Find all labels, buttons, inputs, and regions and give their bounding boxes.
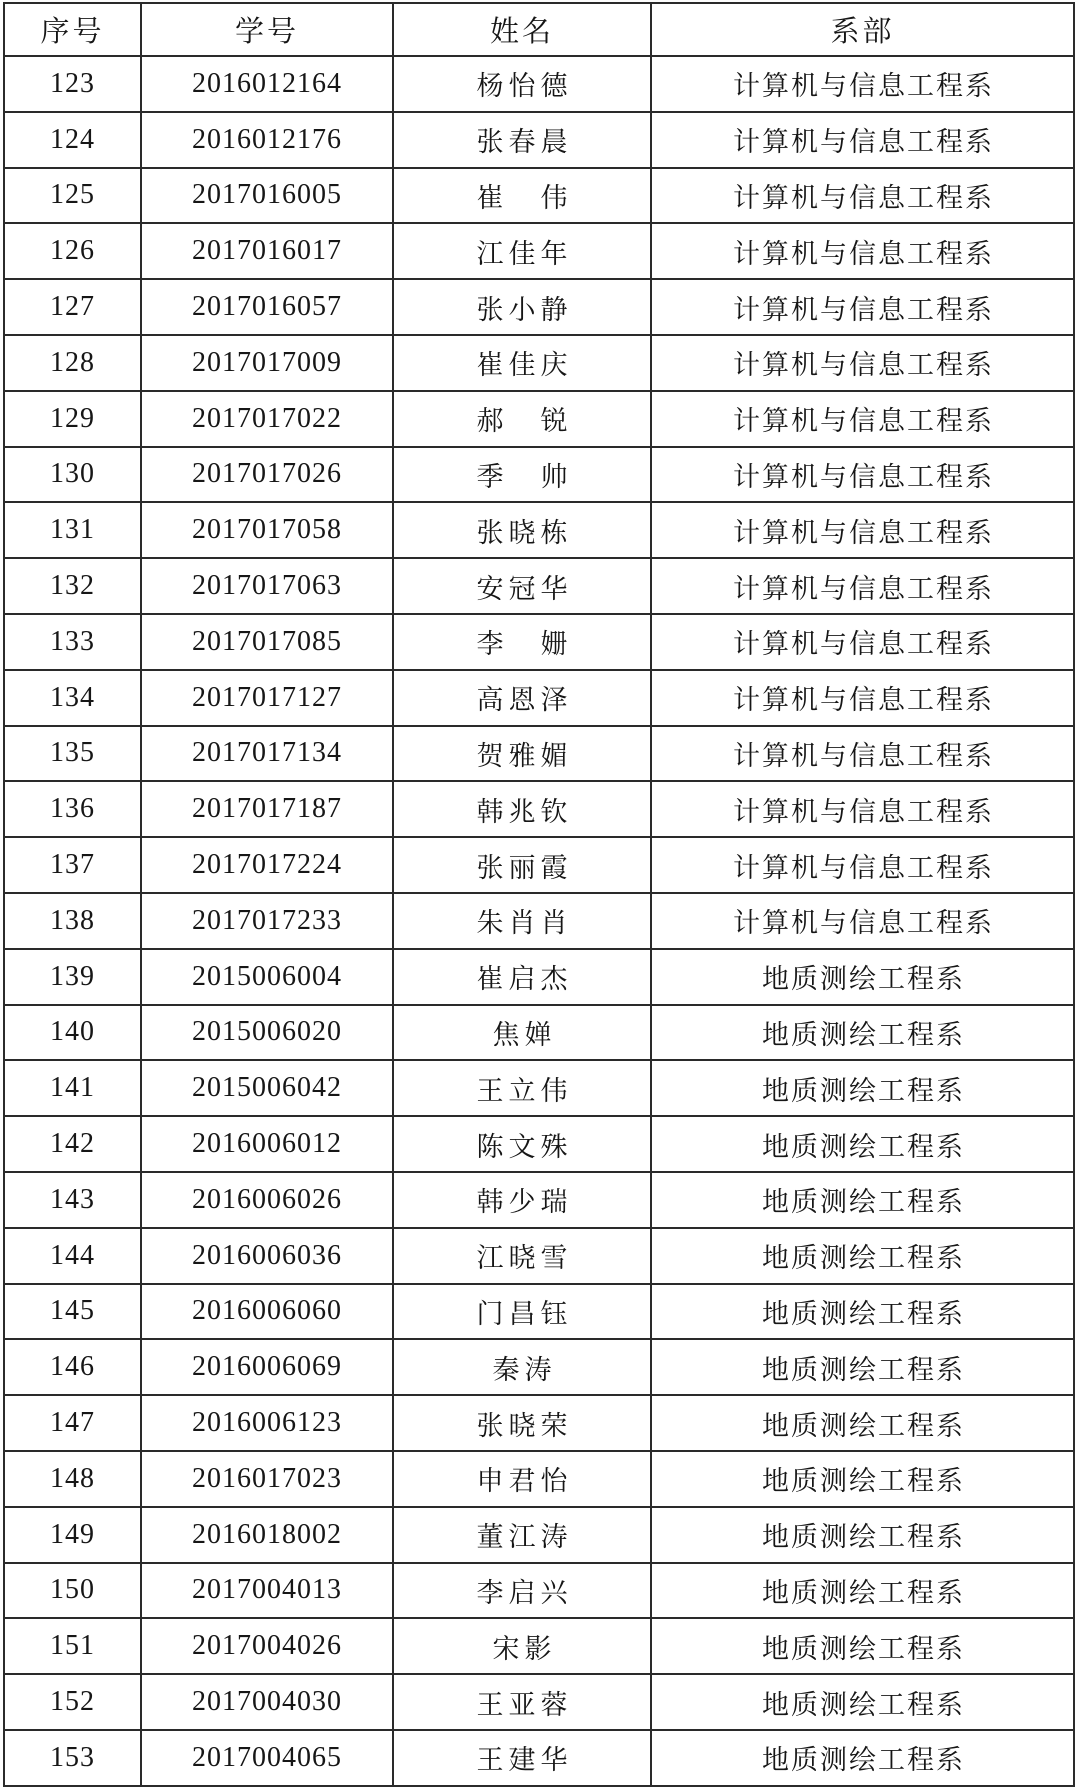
serial-cell: 128 [4,335,141,391]
table-row [4,1451,1074,1507]
serial-cell: 144 [4,1228,141,1284]
student-id-cell: 2017017063 [141,558,393,614]
serial-cell: 138 [4,893,141,949]
serial-cell: 143 [4,1172,141,1228]
serial-cell: 146 [4,1339,141,1395]
department-cell: 计算机与信息工程系 [651,279,1074,335]
name-cell: 季 帅 [393,447,651,503]
name-cell: 王亚蓉 [393,1674,651,1730]
name-cell: 申君怡 [393,1451,651,1507]
student-id-cell: 2017016005 [141,168,393,224]
student-id-cell: 2015006042 [141,1060,393,1116]
table-row [4,279,1074,335]
student-roster-table [3,2,1075,1787]
student-id-cell: 2017017224 [141,837,393,893]
department-cell: 地质测绘工程系 [651,1005,1074,1061]
name-cell: 崔启杰 [393,949,651,1005]
name-cell: 张晓荣 [393,1395,651,1451]
department-cell: 地质测绘工程系 [651,1284,1074,1340]
column-header-serial: 序号 [4,3,141,56]
table-body [4,56,1074,1786]
department-cell: 计算机与信息工程系 [651,893,1074,949]
table-row [4,837,1074,893]
table-row [4,112,1074,168]
table-row [4,1228,1074,1284]
department-cell: 地质测绘工程系 [651,1172,1074,1228]
name-cell: 张春晨 [393,112,651,168]
serial-cell: 126 [4,223,141,279]
student-id-cell: 2017004026 [141,1618,393,1674]
table-row [4,1060,1074,1116]
student-id-cell: 2017004030 [141,1674,393,1730]
name-cell: 郝 锐 [393,391,651,447]
name-cell: 秦涛 [393,1339,651,1395]
table-row [4,1395,1074,1451]
column-header-name: 姓名 [393,3,651,56]
name-cell: 贺雅媚 [393,726,651,782]
student-id-cell: 2016006036 [141,1228,393,1284]
serial-cell: 152 [4,1674,141,1730]
name-cell: 张晓栋 [393,502,651,558]
department-cell: 地质测绘工程系 [651,1339,1074,1395]
serial-cell: 141 [4,1060,141,1116]
name-cell: 宋影 [393,1618,651,1674]
department-cell: 计算机与信息工程系 [651,56,1074,112]
student-id-cell: 2017017009 [141,335,393,391]
name-cell: 朱肖肖 [393,893,651,949]
serial-cell: 151 [4,1618,141,1674]
table-row [4,1730,1074,1786]
name-cell: 崔佳庆 [393,335,651,391]
student-id-cell: 2016006123 [141,1395,393,1451]
department-cell: 地质测绘工程系 [651,1451,1074,1507]
department-cell: 计算机与信息工程系 [651,614,1074,670]
department-cell: 地质测绘工程系 [651,1730,1074,1786]
name-cell: 安冠华 [393,558,651,614]
table-row [4,1674,1074,1730]
serial-cell: 123 [4,56,141,112]
name-cell: 韩少瑞 [393,1172,651,1228]
table-row [4,1284,1074,1340]
name-cell: 焦婵 [393,1005,651,1061]
student-id-cell: 2016006069 [141,1339,393,1395]
serial-cell: 134 [4,670,141,726]
name-cell: 李 姗 [393,614,651,670]
serial-cell: 149 [4,1507,141,1563]
student-id-cell: 2017017058 [141,502,393,558]
name-cell: 江晓雪 [393,1228,651,1284]
department-cell: 计算机与信息工程系 [651,502,1074,558]
name-cell: 张小静 [393,279,651,335]
department-cell: 计算机与信息工程系 [651,168,1074,224]
table-row [4,1507,1074,1563]
department-cell: 地质测绘工程系 [651,1395,1074,1451]
department-cell: 计算机与信息工程系 [651,837,1074,893]
table-row [4,447,1074,503]
table-row [4,168,1074,224]
serial-cell: 135 [4,726,141,782]
name-cell: 张丽霞 [393,837,651,893]
student-id-cell: 2015006020 [141,1005,393,1061]
student-id-cell: 2017016017 [141,223,393,279]
student-id-cell: 2016012176 [141,112,393,168]
student-id-cell: 2017004013 [141,1563,393,1619]
name-cell: 杨怡德 [393,56,651,112]
student-id-cell: 2017017127 [141,670,393,726]
serial-cell: 133 [4,614,141,670]
serial-cell: 125 [4,168,141,224]
name-cell: 高恩泽 [393,670,651,726]
serial-cell: 131 [4,502,141,558]
department-cell: 计算机与信息工程系 [651,670,1074,726]
department-cell: 地质测绘工程系 [651,1228,1074,1284]
serial-cell: 153 [4,1730,141,1786]
student-id-cell: 2017017026 [141,447,393,503]
name-cell: 崔 伟 [393,168,651,224]
serial-cell: 132 [4,558,141,614]
table-row [4,391,1074,447]
name-cell: 江佳年 [393,223,651,279]
serial-cell: 137 [4,837,141,893]
serial-cell: 136 [4,781,141,837]
student-id-cell: 2017017187 [141,781,393,837]
table-row [4,781,1074,837]
table-row [4,1339,1074,1395]
serial-cell: 127 [4,279,141,335]
student-id-cell: 2017017022 [141,391,393,447]
student-id-cell: 2017017085 [141,614,393,670]
name-cell: 李启兴 [393,1563,651,1619]
department-cell: 地质测绘工程系 [651,1060,1074,1116]
department-cell: 地质测绘工程系 [651,1618,1074,1674]
table-row [4,1005,1074,1061]
department-cell: 计算机与信息工程系 [651,391,1074,447]
department-cell: 计算机与信息工程系 [651,781,1074,837]
column-header-department: 系部 [651,3,1074,56]
department-cell: 计算机与信息工程系 [651,558,1074,614]
serial-cell: 140 [4,1005,141,1061]
student-id-cell: 2016012164 [141,56,393,112]
department-cell: 计算机与信息工程系 [651,223,1074,279]
table-row [4,1618,1074,1674]
student-id-cell: 2016006060 [141,1284,393,1340]
table-row [4,614,1074,670]
serial-cell: 147 [4,1395,141,1451]
name-cell: 董江涛 [393,1507,651,1563]
student-id-cell: 2017017134 [141,726,393,782]
department-cell: 地质测绘工程系 [651,949,1074,1005]
student-id-cell: 2016006026 [141,1172,393,1228]
table-row [4,1172,1074,1228]
student-id-cell: 2016018002 [141,1507,393,1563]
department-cell: 计算机与信息工程系 [651,726,1074,782]
serial-cell: 150 [4,1563,141,1619]
name-cell: 韩兆钦 [393,781,651,837]
table-row [4,223,1074,279]
serial-cell: 145 [4,1284,141,1340]
serial-cell: 142 [4,1116,141,1172]
student-id-cell: 2017016057 [141,279,393,335]
student-id-cell: 2017017233 [141,893,393,949]
department-cell: 地质测绘工程系 [651,1563,1074,1619]
table-row [4,893,1074,949]
department-cell: 计算机与信息工程系 [651,112,1074,168]
student-id-cell: 2015006004 [141,949,393,1005]
department-cell: 地质测绘工程系 [651,1674,1074,1730]
table-row [4,56,1074,112]
department-cell: 地质测绘工程系 [651,1507,1074,1563]
department-cell: 计算机与信息工程系 [651,447,1074,503]
department-cell: 地质测绘工程系 [651,1116,1074,1172]
table-row [4,670,1074,726]
table-row [4,502,1074,558]
name-cell: 陈文殊 [393,1116,651,1172]
department-cell: 计算机与信息工程系 [651,335,1074,391]
student-id-cell: 2016006012 [141,1116,393,1172]
serial-cell: 129 [4,391,141,447]
table-row [4,1116,1074,1172]
student-id-cell: 2017004065 [141,1730,393,1786]
column-header-student-id: 学号 [141,3,393,56]
table-row [4,335,1074,391]
table-row [4,558,1074,614]
serial-cell: 124 [4,112,141,168]
name-cell: 门昌钰 [393,1284,651,1340]
header-row [4,3,1074,56]
serial-cell: 148 [4,1451,141,1507]
student-id-cell: 2016017023 [141,1451,393,1507]
serial-cell: 139 [4,949,141,1005]
name-cell: 王立伟 [393,1060,651,1116]
table-row [4,949,1074,1005]
serial-cell: 130 [4,447,141,503]
table-row [4,726,1074,782]
name-cell: 王建华 [393,1730,651,1786]
table-row [4,1563,1074,1619]
